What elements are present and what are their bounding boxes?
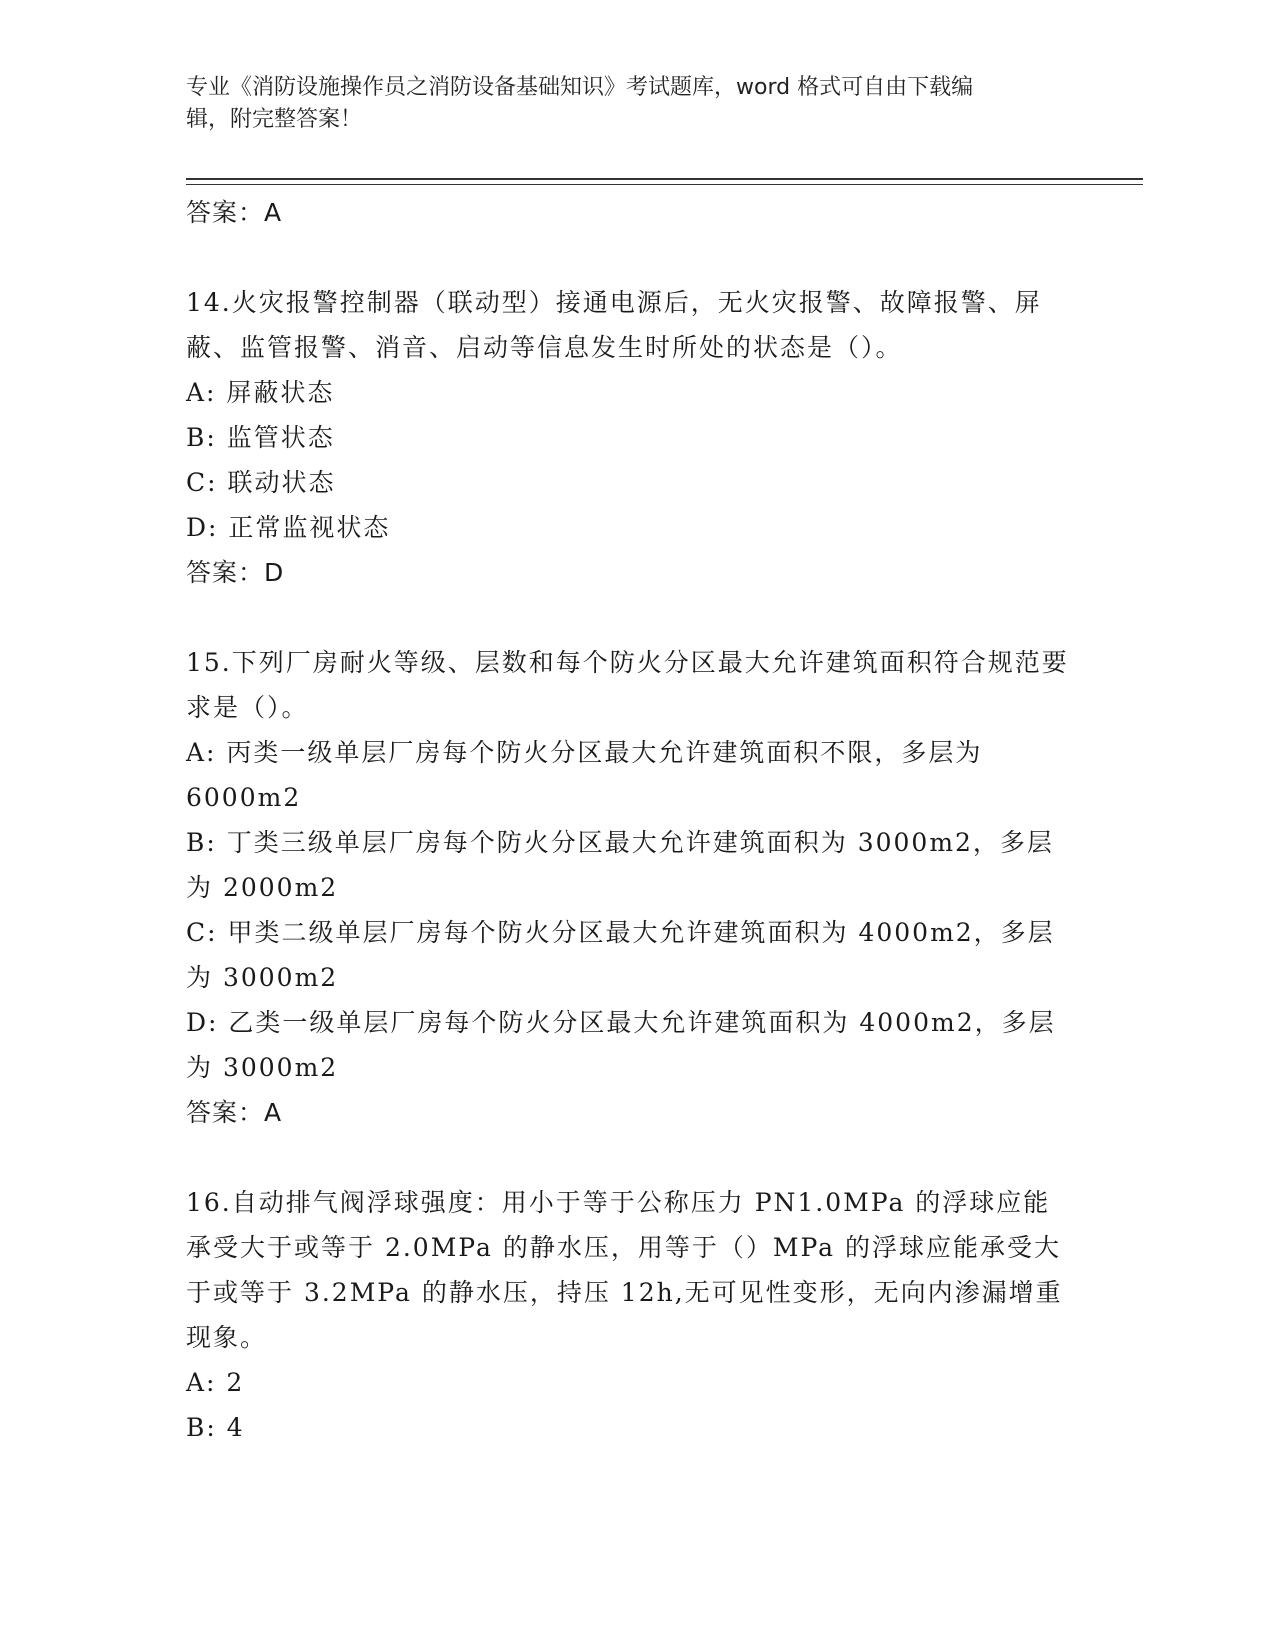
option-b: B: 丁类三级单层厂房每个防火分区最大允许建筑面积为 3000m2，多层为 2000m2: [186, 828, 1054, 902]
question-14: [186, 280, 1076, 595]
option-c: C: 甲类二级单层厂房每个防火分区最大允许建筑面积为 4000m2，多层为 3000m2: [186, 918, 1055, 992]
spacer: [186, 1135, 1076, 1180]
option-a: A: 丙类一级单层厂房每个防火分区最大允许建筑面积不限，多层为6000m2: [186, 738, 983, 812]
question-stem: 15.下列厂房耐火等级、层数和每个防火分区最大允许建筑面积符合规范要求是（）。: [186, 648, 1069, 722]
question-answer: 答案：A: [186, 1098, 283, 1127]
header-rule-thin: [186, 184, 1143, 185]
option-d: D: 正常监视状态: [186, 513, 391, 542]
question-stem: 16.自动排气阀浮球强度：用小于等于公称压力 PN1.0MPa 的浮球应能承受大于或等于 2.0MPa 的静水压，用等于（）MPa 的浮球应能承受大于或等于 3.2MPa 的静水压，持压 12h,无可见性变形，无向内渗漏增重现象。: [186, 1188, 1063, 1352]
option-a: A: 2: [186, 1368, 245, 1397]
option-a: A: 屏蔽状态: [186, 378, 335, 407]
option-d: D: 乙类一级单层厂房每个防火分区最大允许建筑面积为 4000m2，多层为 3000m2: [186, 1008, 1056, 1082]
spacer: [186, 235, 1076, 280]
question-15: [186, 640, 1076, 1135]
question-content: [186, 190, 1076, 1450]
page-header: 专业《消防设施操作员之消防设备基础知识》考试题库，word 格式可自由下载编 辑，附完整答案！: [186, 75, 974, 132]
option-b: B: 监管状态: [186, 423, 335, 452]
option-b: B: 4: [186, 1413, 245, 1442]
question-stem: 14.火灾报警控制器（联动型）接通电源后，无火灾报警、故障报警、屏蔽、监管报警、消音、启动等信息发生时所处的状态是（）。: [186, 288, 1042, 362]
option-c: C: 联动状态: [186, 468, 336, 497]
header-rule-thick: [186, 178, 1143, 180]
question-answer: 答案：D: [186, 558, 285, 587]
previous-answer: 答案：A: [186, 198, 283, 227]
spacer: [186, 595, 1076, 640]
question-16: [186, 1180, 1076, 1450]
